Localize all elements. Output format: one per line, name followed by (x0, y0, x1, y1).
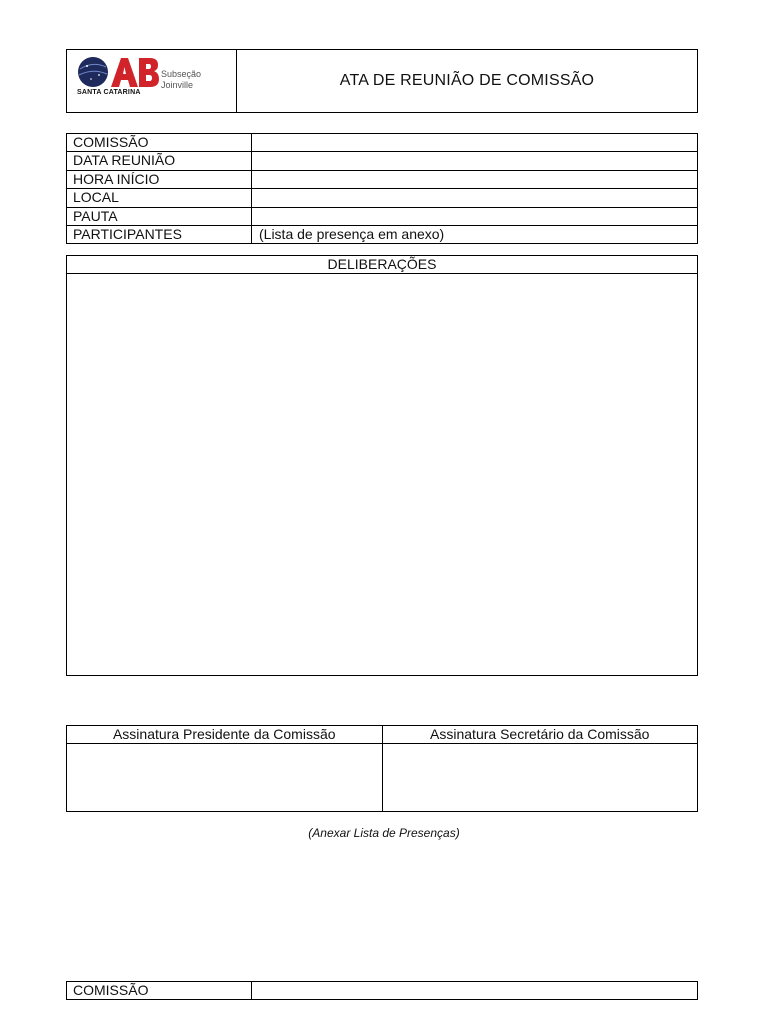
secretary-signature-label: Assinatura Secretário da Comissão (383, 726, 698, 744)
info-value-field[interactable] (252, 982, 697, 999)
info-label: LOCAL (67, 189, 252, 206)
oab-logo-graphic (75, 55, 225, 107)
info-value-field[interactable] (252, 171, 697, 188)
secretary-signature-column (382, 726, 698, 811)
deliberations-section (66, 255, 698, 676)
info-row-local (67, 188, 697, 206)
meeting-info-table (66, 133, 698, 244)
deliberations-text-area[interactable] (67, 274, 697, 674)
attachment-note: (Anexar Lista de Presenças) (308, 826, 460, 840)
document-header (66, 49, 698, 113)
info-label: HORA INÍCIO (67, 171, 252, 188)
info-label: DATA REUNIÃO (67, 152, 252, 169)
info-value-field[interactable] (252, 152, 697, 169)
info-value-field[interactable] (252, 134, 697, 151)
logo-state-text: SANTA CATARINA (77, 89, 141, 96)
info-value-field[interactable]: (Lista de presença em anexo) (259, 225, 445, 242)
logo-subsection-line1: Subseção (161, 69, 202, 79)
president-signature-label: Assinatura Presidente da Comissão (67, 726, 382, 744)
info-value-field[interactable] (252, 189, 697, 206)
info-row-participantes (67, 225, 697, 243)
next-page-info-row (66, 981, 698, 1000)
info-row-data-reuniao (67, 151, 697, 169)
info-row-pauta (67, 207, 697, 225)
info-label: COMISSÃO (67, 982, 252, 999)
president-signature-column (67, 726, 382, 811)
info-row-hora-inicio (67, 170, 697, 188)
signature-table (66, 725, 698, 812)
info-row-comissao (67, 134, 697, 151)
logo-subsection-text (161, 69, 201, 91)
info-label: COMISSÃO (67, 134, 252, 151)
president-signature-area[interactable] (67, 744, 382, 811)
secretary-signature-area[interactable] (383, 744, 698, 811)
oab-logo (75, 55, 225, 107)
deliberations-title: DELIBERAÇÕES (67, 256, 697, 274)
logo-subsection-line2: Joinville (161, 80, 194, 90)
info-label: PAUTA (67, 208, 252, 225)
info-label: PARTICIPANTES (67, 226, 252, 243)
document-title: ATA DE REUNIÃO DE COMISSÃO (339, 72, 595, 89)
info-value-field[interactable] (252, 208, 697, 225)
